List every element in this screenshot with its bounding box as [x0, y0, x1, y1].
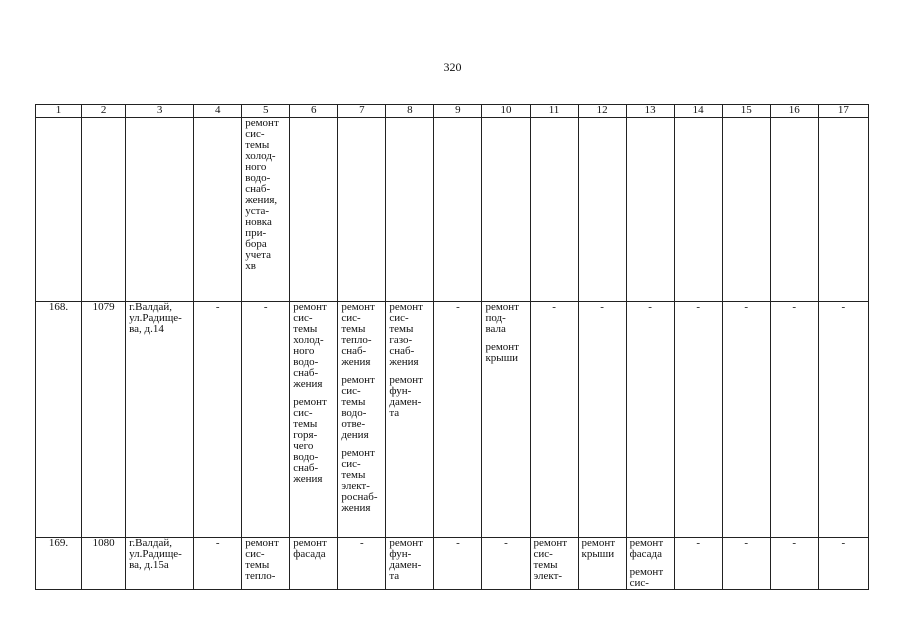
- table-cell: [386, 302, 434, 538]
- cell-text: ремонт крыши: [581, 537, 616, 560]
- column-header: 9: [434, 105, 482, 118]
- cell-text: -: [744, 537, 749, 549]
- table-cell: [36, 118, 82, 302]
- table-cell: [578, 118, 626, 302]
- table-cell: [82, 538, 126, 590]
- table-cell: [194, 302, 242, 538]
- cell-text: ремонт фун- дамен- та: [389, 374, 423, 419]
- table-cell: [434, 302, 482, 538]
- cell-text: ремонт крыши: [485, 341, 519, 364]
- column-header: 6: [290, 105, 338, 118]
- table-row: [36, 538, 869, 590]
- header-row: [36, 105, 869, 118]
- cell-text: ремонт под- вала: [485, 301, 519, 335]
- cell-text: -: [215, 301, 220, 313]
- cell-text: -: [360, 537, 364, 549]
- table-cell: [482, 302, 530, 538]
- table-cell: [626, 538, 674, 590]
- table-cell: [194, 118, 242, 302]
- cell-text: ремонт сис- темы газо- снаб- жения: [389, 301, 423, 368]
- column-header: 11: [530, 105, 578, 118]
- cell-text: ремонт сис- темы элект- роснаб- жения: [341, 447, 378, 514]
- cell-text: -: [456, 301, 460, 313]
- cell-text: ремонт сис- темы тепло- снаб- жения: [341, 301, 375, 368]
- cell-text: ремонт сис- темы холод- ного водо- снаб- жения: [293, 301, 327, 390]
- cell-text: -: [648, 301, 652, 313]
- table-cell: [530, 302, 578, 538]
- cell-text: 168.: [48, 301, 69, 313]
- table-cell: [530, 538, 578, 590]
- table-cell: [126, 302, 194, 538]
- table-cell: [722, 302, 770, 538]
- cell-text: -: [696, 301, 700, 313]
- table-cell: [242, 118, 290, 302]
- table-cell: [242, 302, 290, 538]
- page-number: 320: [443, 60, 462, 74]
- table-cell: [482, 118, 530, 302]
- cell-text: -: [263, 301, 268, 313]
- table-cell: [242, 538, 290, 590]
- column-header: 16: [770, 105, 818, 118]
- table-cell: [722, 538, 770, 590]
- cell-text: ремонт сис- темы элект-: [533, 537, 568, 582]
- table-cell: [482, 538, 530, 590]
- table-cell: [626, 302, 674, 538]
- table-cell: [290, 302, 338, 538]
- cell-text: 1080: [92, 537, 115, 549]
- cell-text: ремонт фасада: [629, 537, 664, 560]
- cell-text: -: [744, 301, 749, 313]
- cell-text: -: [600, 301, 604, 313]
- table-cell: [434, 118, 482, 302]
- table-cell: [126, 538, 194, 590]
- column-header: 17: [818, 105, 868, 118]
- cell-text: 169.: [48, 537, 69, 549]
- cell-text: -: [841, 537, 846, 549]
- table-cell: [386, 118, 434, 302]
- table-cell: [818, 118, 868, 302]
- table-cell: [194, 538, 242, 590]
- cell-text: -: [792, 537, 797, 549]
- table-cell: [386, 538, 434, 590]
- cell-text: -: [696, 537, 700, 549]
- table-cell: [290, 118, 338, 302]
- table-row: [36, 302, 869, 538]
- table-cell: [578, 538, 626, 590]
- cell-text: -: [841, 301, 846, 313]
- table-cell: [722, 118, 770, 302]
- cell-text: ремонт сис-: [629, 566, 664, 589]
- table-cell: [82, 302, 126, 538]
- cell-text: -: [215, 537, 220, 549]
- cell-text: ремонт сис- темы горя- чего водо- снаб- жения: [293, 396, 327, 485]
- column-header: 12: [578, 105, 626, 118]
- cell-text: г.Валдай, ул.Радище- ва, д.15а: [129, 537, 182, 571]
- table-cell: [36, 538, 82, 590]
- column-header: 4: [194, 105, 242, 118]
- table-cell: [818, 538, 868, 590]
- table-row: [36, 118, 869, 302]
- cell-text: -: [456, 537, 460, 549]
- table-cell: [674, 302, 722, 538]
- cell-text: 1079: [92, 301, 115, 313]
- table-cell: [770, 118, 818, 302]
- column-header: 7: [338, 105, 386, 118]
- column-header: 8: [386, 105, 434, 118]
- data-table: [35, 104, 869, 590]
- table-cell: [818, 302, 868, 538]
- cell-text: г.Валдай, ул.Радище- ва, д.14: [129, 301, 182, 335]
- table-cell: [578, 302, 626, 538]
- table-body: [36, 118, 869, 590]
- table-cell: [626, 118, 674, 302]
- column-header: 13: [626, 105, 674, 118]
- table-cell: [770, 302, 818, 538]
- column-header: 5: [242, 105, 290, 118]
- table-cell: [770, 538, 818, 590]
- cell-text: ремонт сис- темы тепло-: [245, 537, 279, 582]
- column-header: 1: [36, 105, 82, 118]
- table-cell: [530, 118, 578, 302]
- table-cell: [338, 118, 386, 302]
- table-cell: [674, 118, 722, 302]
- table-cell: [36, 302, 82, 538]
- table-cell: [338, 302, 386, 538]
- cell-text: ремонт фун- дамен- та: [389, 537, 423, 582]
- column-header: 2: [82, 105, 126, 118]
- column-header: 10: [482, 105, 530, 118]
- column-header: 15: [722, 105, 770, 118]
- cell-text: -: [552, 301, 556, 313]
- cell-text: ремонт сис- темы холод- ного водо- снаб- жения, уста- новка при- бора учета хв: [245, 117, 279, 272]
- table-cell: [674, 538, 722, 590]
- cell-text: -: [504, 537, 508, 549]
- table-cell: [290, 538, 338, 590]
- column-header: 14: [674, 105, 722, 118]
- column-header: 3: [126, 105, 194, 118]
- table-cell: [126, 118, 194, 302]
- cell-text: ремонт фасада: [293, 537, 327, 560]
- table-cell: [82, 118, 126, 302]
- table-cell: [434, 538, 482, 590]
- table-cell: [338, 538, 386, 590]
- cell-text: ремонт сис- темы водо- отве- дения: [341, 374, 375, 441]
- cell-text: -: [792, 301, 797, 313]
